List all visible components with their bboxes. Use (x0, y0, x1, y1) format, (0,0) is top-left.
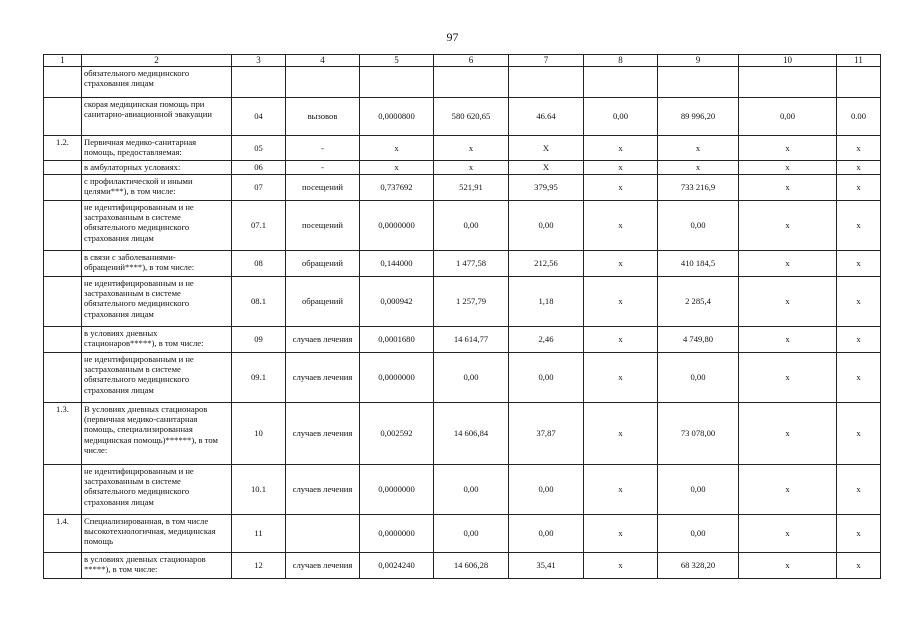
row-code: 10.1 (232, 464, 286, 514)
row-value: 0,00 (739, 97, 837, 135)
row-value: 0,00 (434, 464, 509, 514)
row-value: x (584, 326, 658, 352)
row-value: 0,0000000 (360, 464, 434, 514)
table-row (44, 135, 881, 160)
header-cell: 6 (434, 55, 509, 67)
row-value: x (584, 250, 658, 276)
row-value: 0,00 (509, 514, 584, 552)
row-value: x (584, 552, 658, 578)
row-value: x (837, 174, 881, 200)
row-name: в связи с заболеваниями-обращений****), в том числе: (82, 250, 232, 276)
row-value: 0,00 (434, 352, 509, 402)
row-code: 06 (232, 160, 286, 174)
row-value: 0,00 (584, 97, 658, 135)
row-number (44, 174, 82, 200)
header-cell: 10 (739, 55, 837, 67)
row-value: 0,00 (658, 352, 739, 402)
row-value: 0,0000000 (360, 352, 434, 402)
row-name: обязательного медицинского страхования лицам (82, 66, 232, 97)
row-value: x (584, 276, 658, 326)
row-number (44, 200, 82, 250)
row-value: 37,87 (509, 402, 584, 464)
row-value: 1,18 (509, 276, 584, 326)
row-value: 0.00 (837, 97, 881, 135)
row-name: не идентифицированным и не застрахованным в системе обязательного медицинского страхования лицам (82, 352, 232, 402)
row-code: 11 (232, 514, 286, 552)
row-value: 1 257,79 (434, 276, 509, 326)
row-name: В условиях дневных стационаров (первичная медико-санитарная помощь, специализированная медицинская помощь)******), в том числе: (82, 402, 232, 464)
row-value: 0,00 (509, 464, 584, 514)
table-row (44, 160, 881, 174)
row-value: x (584, 160, 658, 174)
row-code: 10 (232, 402, 286, 464)
row-number (44, 276, 82, 326)
row-value: x (739, 464, 837, 514)
row-value (360, 66, 434, 97)
row-name: не идентифицированным и не застрахованным в системе обязательного медицинского страхования лицам (82, 464, 232, 514)
row-value: x (658, 135, 739, 160)
row-name: не идентифицированным и не застрахованным в системе обязательного медицинского страхования лицам (82, 276, 232, 326)
row-value: x (739, 174, 837, 200)
row-value: x (837, 464, 881, 514)
row-value: x (739, 514, 837, 552)
row-unit: посещений (286, 174, 360, 200)
row-unit: вызовов (286, 97, 360, 135)
row-value: x (837, 135, 881, 160)
row-unit: случаев лечения (286, 552, 360, 578)
row-value: 0,00 (509, 352, 584, 402)
table-row (44, 174, 881, 200)
row-value: 4 749,80 (658, 326, 739, 352)
row-value: 0,00 (509, 200, 584, 250)
row-unit (286, 66, 360, 97)
row-value: 89 996,20 (658, 97, 739, 135)
row-value: x (584, 402, 658, 464)
row-value: X (509, 160, 584, 174)
row-value: 0,0024240 (360, 552, 434, 578)
table-row (44, 326, 881, 352)
row-value: 0,0001680 (360, 326, 434, 352)
row-value: 2 285,4 (658, 276, 739, 326)
row-value: x (360, 160, 434, 174)
row-value: x (837, 552, 881, 578)
row-value: 0,00 (434, 200, 509, 250)
row-value (658, 66, 739, 97)
row-code: 08.1 (232, 276, 286, 326)
row-code: 07 (232, 174, 286, 200)
row-value: 733 216,9 (658, 174, 739, 200)
page-number: 97 (446, 30, 459, 44)
row-number: 1.3. (44, 402, 82, 464)
row-value (509, 66, 584, 97)
table-row (44, 464, 881, 514)
row-code: 07.1 (232, 200, 286, 250)
row-value: x (837, 250, 881, 276)
table-row (44, 200, 881, 250)
row-number (44, 66, 82, 97)
row-value: x (837, 200, 881, 250)
row-value: x (739, 200, 837, 250)
row-value: x (739, 135, 837, 160)
row-number: 1.4. (44, 514, 82, 552)
row-value: x (739, 326, 837, 352)
row-value: x (739, 552, 837, 578)
table-row (44, 552, 881, 578)
row-name: в амбулаторных условиях: (82, 160, 232, 174)
row-value: 379,95 (509, 174, 584, 200)
header-cell: 1 (44, 55, 82, 67)
row-value: x (584, 464, 658, 514)
row-name: скорая медицинская помощь при санитарно-авиационной эвакуации (82, 97, 232, 135)
row-value: 580 620,65 (434, 97, 509, 135)
row-number (44, 464, 82, 514)
data-table (43, 54, 881, 579)
row-name: в условиях дневных стационаров *****), в том числе: (82, 552, 232, 578)
row-value: 0,00 (434, 514, 509, 552)
row-name: в условиях дневных стационаров*****), в том числе: (82, 326, 232, 352)
row-name: с профилактической и иными целями***), в том числе: (82, 174, 232, 200)
row-unit: посещений (286, 200, 360, 250)
row-value: 0,737692 (360, 174, 434, 200)
row-value: 0,00 (658, 464, 739, 514)
table-row (44, 97, 881, 135)
row-name: Первичная медико-санитарная помощь, предоставляемая: (82, 135, 232, 160)
row-name: не идентифицированным и не застрахованным в системе обязательного медицинского страхования лицам (82, 200, 232, 250)
row-value: 68 328,20 (658, 552, 739, 578)
row-value: x (739, 402, 837, 464)
table-row (44, 352, 881, 402)
row-unit: обращений (286, 276, 360, 326)
row-value: 0,002592 (360, 402, 434, 464)
row-value (434, 66, 509, 97)
row-unit: случаев лечения (286, 352, 360, 402)
row-value: 14 614,77 (434, 326, 509, 352)
row-value (584, 66, 658, 97)
row-unit: - (286, 160, 360, 174)
row-value: x (434, 135, 509, 160)
row-value: x (739, 250, 837, 276)
table-row (44, 402, 881, 464)
table-row (44, 250, 881, 276)
row-value: x (360, 135, 434, 160)
row-code: 08 (232, 250, 286, 276)
row-value: 46.64 (509, 97, 584, 135)
row-value: X (509, 135, 584, 160)
table-row (44, 276, 881, 326)
row-unit (286, 514, 360, 552)
row-value: x (584, 200, 658, 250)
table-row (44, 66, 881, 97)
row-value: 212,56 (509, 250, 584, 276)
header-cell: 4 (286, 55, 360, 67)
row-value (837, 66, 881, 97)
header-cell: 8 (584, 55, 658, 67)
row-number (44, 552, 82, 578)
row-value: x (739, 160, 837, 174)
table-row (44, 514, 881, 552)
row-number (44, 160, 82, 174)
row-unit: обращений (286, 250, 360, 276)
row-value: 14 606,84 (434, 402, 509, 464)
row-value: x (434, 160, 509, 174)
row-unit: - (286, 135, 360, 160)
row-unit: случаев лечения (286, 326, 360, 352)
row-value: x (739, 276, 837, 326)
row-value: 0,144000 (360, 250, 434, 276)
row-value: x (837, 402, 881, 464)
row-value: 521,91 (434, 174, 509, 200)
row-value: 73 078,00 (658, 402, 739, 464)
row-name: Специализированная, в том числе высокотехнологичная, медицинская помощь (82, 514, 232, 552)
row-value: 0,0000000 (360, 514, 434, 552)
row-value: x (837, 276, 881, 326)
row-value: x (658, 160, 739, 174)
row-value: 0,0000000 (360, 200, 434, 250)
row-value: x (584, 135, 658, 160)
row-value: 0,00 (658, 200, 739, 250)
row-number (44, 250, 82, 276)
row-unit: случаев лечения (286, 402, 360, 464)
row-code: 09.1 (232, 352, 286, 402)
row-value: x (837, 352, 881, 402)
row-value: x (739, 352, 837, 402)
row-number (44, 326, 82, 352)
row-code: 09 (232, 326, 286, 352)
row-value: x (584, 514, 658, 552)
header-cell: 11 (837, 55, 881, 67)
row-value: 1 477,58 (434, 250, 509, 276)
row-value (739, 66, 837, 97)
row-number (44, 97, 82, 135)
row-code (232, 66, 286, 97)
header-cell: 9 (658, 55, 739, 67)
header-cell: 5 (360, 55, 434, 67)
header-cell: 7 (509, 55, 584, 67)
header-cell: 3 (232, 55, 286, 67)
row-value: x (837, 514, 881, 552)
row-value: x (584, 352, 658, 402)
row-code: 04 (232, 97, 286, 135)
row-code: 12 (232, 552, 286, 578)
header-row (44, 55, 881, 67)
row-number (44, 352, 82, 402)
row-value: x (837, 326, 881, 352)
row-value: 410 184,5 (658, 250, 739, 276)
row-value: 0,0000800 (360, 97, 434, 135)
row-unit: случаев лечения (286, 464, 360, 514)
row-value: 14 606,28 (434, 552, 509, 578)
row-value: x (837, 160, 881, 174)
row-value: 0,00 (658, 514, 739, 552)
row-value: 35,41 (509, 552, 584, 578)
row-value: 0,000942 (360, 276, 434, 326)
row-number: 1.2. (44, 135, 82, 160)
row-value: 2,46 (509, 326, 584, 352)
row-code: 05 (232, 135, 286, 160)
row-value: x (584, 174, 658, 200)
header-cell: 2 (82, 55, 232, 67)
